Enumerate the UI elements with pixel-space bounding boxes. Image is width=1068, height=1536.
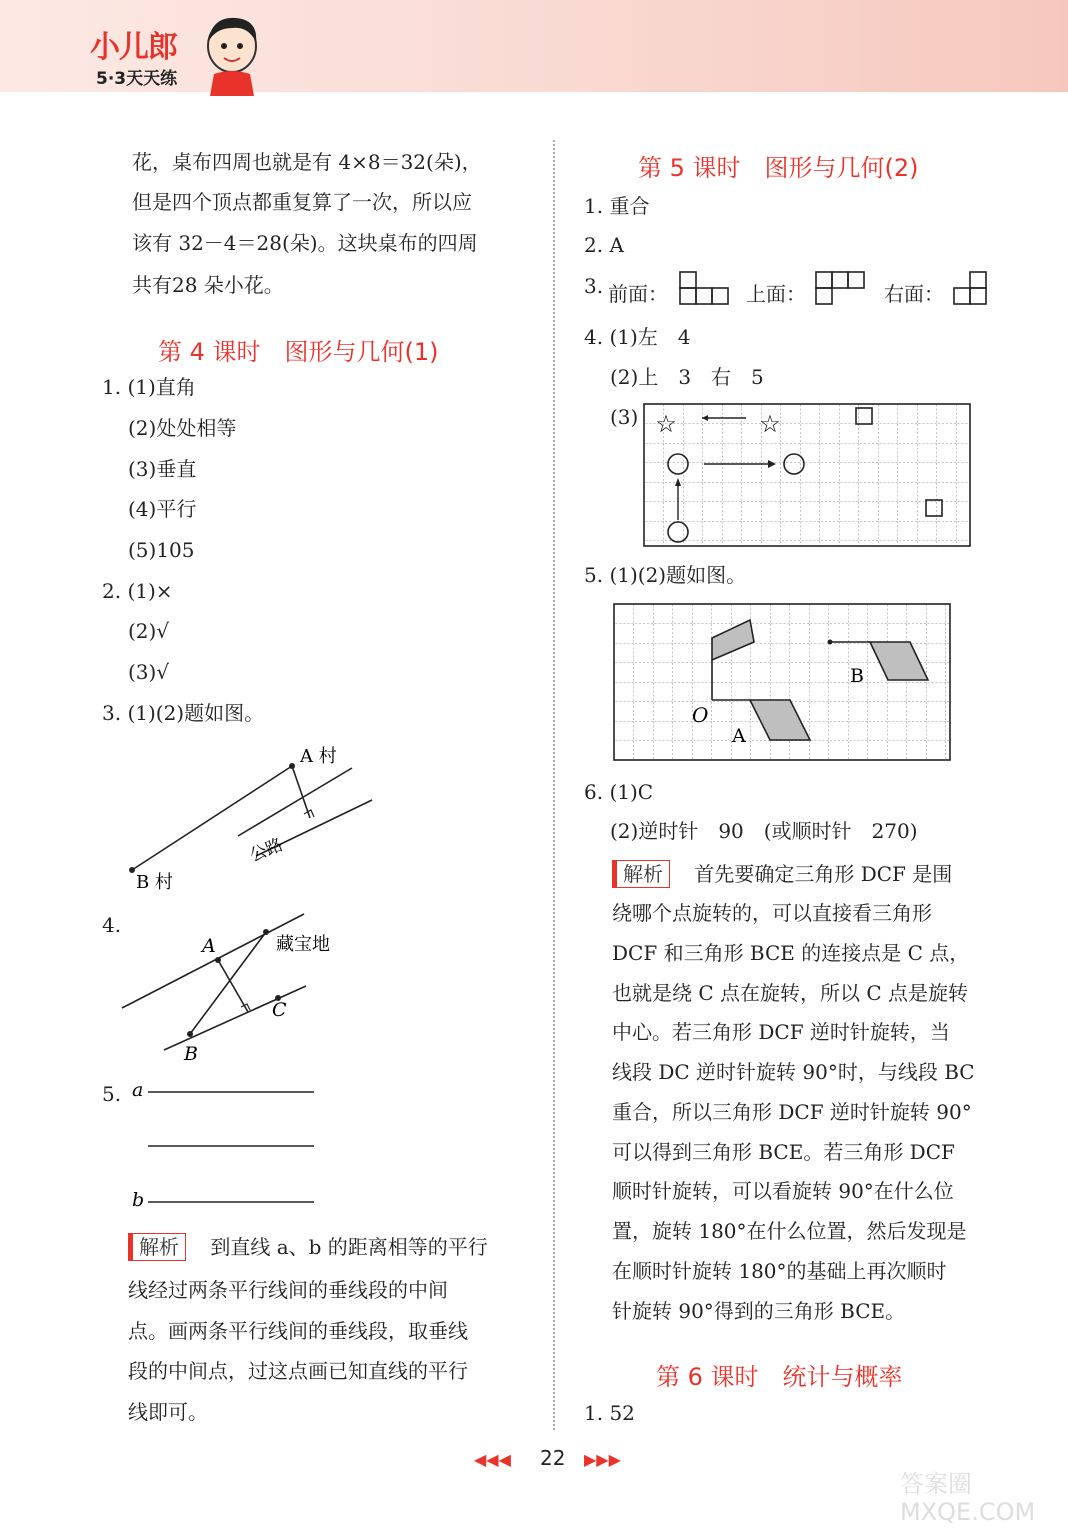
right-analysis-line-8: 可以得到三角形 BCE。若三角形 DCF	[612, 1140, 955, 1164]
cont-line-3: 该有 32－4＝28(朵)。这块桌布的四周	[132, 231, 478, 255]
l4-q1-2: (2)处处相等	[128, 416, 237, 440]
cont-line-4: 共有28 朵小花。	[132, 273, 284, 297]
label-a: A	[202, 935, 216, 957]
point-b	[187, 1031, 193, 1037]
l4-q1-5: (5)105	[128, 538, 195, 562]
series-name: 5·3天天练	[96, 69, 178, 89]
right-analysis-line-7: 重合，所以三角形 DCF 逆时针旋转 90°	[612, 1100, 972, 1124]
mascot-icon	[202, 12, 262, 96]
parallel-lines-diagram	[128, 1074, 328, 1214]
right-analysis-line-4: 也就是绕 C 点在旋转，所以 C 点是旋转	[612, 981, 969, 1005]
left-analysis-line-1: 到直线 a、b 的距离相等的平行	[210, 1235, 488, 1259]
star-icon: ☆	[759, 410, 781, 438]
l5-q5: 5. (1)(2)题如图。	[584, 563, 747, 587]
right-analysis-line-2: 绕哪个点旋转的，可以直接看三角形	[612, 901, 932, 925]
right-analysis-line-5: 中心。若三角形 DCF 逆时针旋转，当	[612, 1020, 950, 1044]
left-analysis-line-4: 段的中间点，过这点画已知直线的平行	[128, 1359, 468, 1383]
column-divider	[553, 140, 555, 1430]
right-analysis-line-6: 线段 DC 逆时针旋转 90°时，与线段 BC	[612, 1060, 975, 1084]
right-analysis-line-3: DCF 和三角形 BCE 的连接点是 C 点，	[612, 941, 970, 965]
l5-q4-2: (2)上 3 右 5	[610, 365, 764, 389]
l5-q3-num: 3.	[584, 274, 604, 298]
cont-line-2: 但是四个顶点都重复算了一次，所以应	[132, 190, 472, 214]
front-view	[678, 270, 730, 308]
l5-q3-front: 前面：	[608, 282, 668, 306]
road-diagram	[120, 738, 390, 898]
next-page-arrows[interactable]: ▶▶▶	[584, 1450, 621, 1469]
l5-q3-right: 右面：	[884, 282, 944, 306]
watermark: 答案圈 MXQE.COM	[900, 1470, 1036, 1526]
label-b: B	[850, 665, 864, 687]
road-edge-1	[238, 768, 352, 836]
label-b: B	[184, 1043, 198, 1065]
l4-q2-3: (3)√	[128, 660, 170, 684]
label-road: 公路	[246, 835, 286, 867]
l4-q3: 3. (1)(2)题如图。	[102, 701, 265, 725]
left-analysis-line-2: 线经过两条平行线间的垂线段的中间	[128, 1278, 448, 1302]
right-analysis-line-12: 针旋转 90°得到的三角形 BCE。	[612, 1299, 906, 1323]
l4-q1-3: (3)垂直	[128, 457, 197, 481]
right-analysis-line-1: 首先要确定三角形 DCF 是围	[694, 862, 953, 886]
page-number: 22	[540, 1446, 566, 1470]
translation-grid	[642, 402, 972, 548]
label-o: O	[692, 703, 709, 727]
point-a-village	[289, 763, 295, 769]
l5-q3-top: 上面：	[746, 282, 806, 306]
l4-q2-2: (2)√	[128, 619, 170, 643]
l4-q2-1: 2. (1)×	[102, 579, 173, 603]
cont-line-1: 花，桌布四周也就是有 4×8＝32(朵)，	[132, 150, 482, 174]
prev-page-arrows[interactable]: ◀◀◀	[474, 1450, 511, 1469]
rotation-grid	[612, 602, 952, 762]
top-view	[814, 270, 868, 308]
right-analysis-line-10: 置，旋转 180°在什么位置，然后发现是	[612, 1219, 967, 1243]
l4-q4-num: 4.	[102, 913, 122, 937]
label-line-a: a	[132, 1079, 144, 1101]
analysis-tag: 解析	[128, 1233, 186, 1261]
l5-q4-3: (3)	[610, 405, 639, 429]
left-analysis-first	[128, 1233, 488, 1261]
l4-q1-1: 1. (1)直角	[102, 375, 196, 399]
analysis-tag: 解析	[612, 860, 670, 888]
right-analysis-line-9: 顺时针旋转，可以看旋转 90°在什么位	[612, 1179, 954, 1203]
label-a-village: A 村	[300, 746, 337, 767]
treasure-diagram	[120, 910, 360, 1070]
parallel-line-1	[122, 914, 304, 1008]
brand-name: 小儿郎	[90, 30, 177, 65]
lesson6-title: 第 6 课时 统计与概率	[656, 1363, 903, 1391]
star-icon: ☆	[655, 410, 677, 438]
label-treasure: 藏宝地	[276, 934, 330, 955]
l5-q2: 2. A	[584, 233, 624, 257]
l5-q6-1: 6. (1)C	[584, 780, 654, 804]
right-view	[952, 270, 990, 308]
perpendicular-line	[292, 766, 310, 818]
lesson5-title: 第 5 课时 图形与几何(2)	[638, 154, 919, 182]
left-analysis-line-5: 线即可。	[128, 1400, 208, 1424]
label-a: A	[732, 725, 746, 747]
right-analysis-first	[612, 860, 952, 888]
point-treasure	[263, 929, 269, 935]
l5-q6-2: (2)逆时针 90 (或顺时针 270)	[610, 819, 918, 843]
lesson4-title: 第 4 课时 图形与几何(1)	[158, 338, 439, 366]
left-analysis-line-3: 点。画两条平行线间的垂线段，取垂线	[128, 1319, 468, 1343]
l4-q5-num: 5.	[102, 1082, 122, 1106]
label-line-b: b	[132, 1189, 145, 1211]
l6-q1: 1. 52	[584, 1401, 635, 1425]
l5-q1: 1. 重合	[584, 194, 650, 218]
brand-logo	[84, 8, 264, 96]
label-c: C	[272, 999, 287, 1021]
point-a	[215, 957, 221, 963]
l4-q1-4: (4)平行	[128, 497, 197, 521]
right-analysis-line-11: 在顺时针旋转 180°的基础上再次顺时	[612, 1259, 947, 1283]
label-b-village: B 村	[136, 872, 173, 893]
l5-q4-1: 4. (1)左 4	[584, 325, 691, 349]
segment-a-perp	[218, 960, 248, 1012]
point-b-village	[129, 867, 135, 873]
